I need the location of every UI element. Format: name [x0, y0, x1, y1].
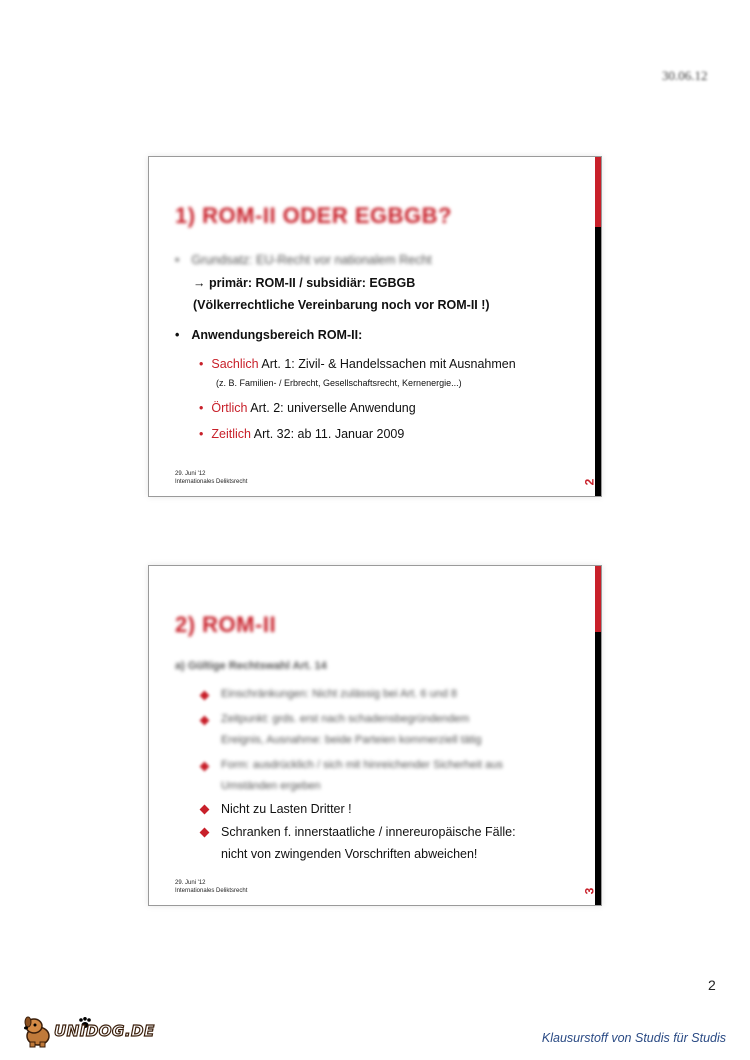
- document-date: 30.06.12: [662, 68, 708, 83]
- diamond-bullet-icon: [200, 805, 210, 815]
- list-item-continuation: Umständen ergeben: [221, 780, 321, 792]
- unidog-logo[interactable]: [22, 1016, 155, 1048]
- slide-1: [148, 156, 602, 497]
- scope-heading: • Anwendungsbereich ROM-II:: [175, 328, 363, 342]
- accent-bar-red: [595, 157, 601, 227]
- slide-footer: 29. Juni '12 Internationales Deliktsrecht: [175, 880, 248, 894]
- list-item: Nicht zu Lasten Dritter !: [221, 802, 352, 816]
- list-item: Schranken f. innerstaatliche / innereuropäische Fälle:: [221, 825, 516, 839]
- section-heading: a) Gültige Rechtswahl Art. 14: [175, 660, 327, 672]
- list-item: Form: ausdrücklich / sich mit hinreichender Sicherheit aus: [221, 759, 503, 771]
- diamond-bullet-icon: [200, 762, 210, 772]
- logo-wordmark: UNIDOG.DE: [54, 1022, 155, 1040]
- list-item-continuation: Ereignis, Ausnahme: beide Parteien kommerziell tätig: [221, 734, 482, 746]
- list-item-continuation: nicht von zwingenden Vorschriften abweichen!: [221, 847, 478, 861]
- diamond-bullet-icon: [200, 691, 210, 701]
- scope-material: • Sachlich Art. 1: Zivil- & Handelssachen mit Ausnahmen: [199, 357, 516, 371]
- accent-bar-red: [595, 566, 601, 632]
- slide-title: 2) ROM-II: [175, 612, 277, 637]
- slide-page-number: 2: [582, 478, 597, 486]
- diamond-bullet-icon: [200, 828, 210, 838]
- slide-2: [148, 565, 602, 906]
- primary-rule: → primär: ROM-II / subsidiär: EGBGB: [193, 276, 416, 290]
- international-agreement-note: (Völkerrechtliche Vereinbarung noch vor ROM-II !): [193, 298, 490, 312]
- page-number: 2: [708, 977, 716, 993]
- slide-page-number: 3: [582, 887, 597, 895]
- diamond-bullet-icon: [200, 716, 210, 726]
- accent-bar-black: [595, 632, 601, 905]
- slide-footer: 29. Juni '12 Internationales Deliktsrecht: [175, 471, 248, 485]
- list-item: Zeitpunkt: grds. erst nach schadensbegründendem: [221, 713, 470, 725]
- scope-territorial: • Örtlich Art. 2: universelle Anwendung: [199, 401, 416, 415]
- blurred-bullet: • Grundsatz: EU-Recht vor nationalem Recht: [175, 253, 432, 267]
- list-item: Einschränkungen: Nicht zulässig bei Art. 6 und 8: [221, 688, 458, 700]
- tagline: Klausurstoff von Studis für Studis: [541, 1031, 726, 1045]
- scope-temporal: • Zeitlich Art. 32: ab 11. Januar 2009: [199, 427, 405, 441]
- accent-bar-black: [595, 227, 601, 496]
- scope-material-exceptions: (z. B. Familien- / Erbrecht, Gesellschaftsrecht, Kernenergie...): [216, 378, 462, 388]
- slide-title: 1) ROM-II ODER EGBGB?: [175, 203, 452, 228]
